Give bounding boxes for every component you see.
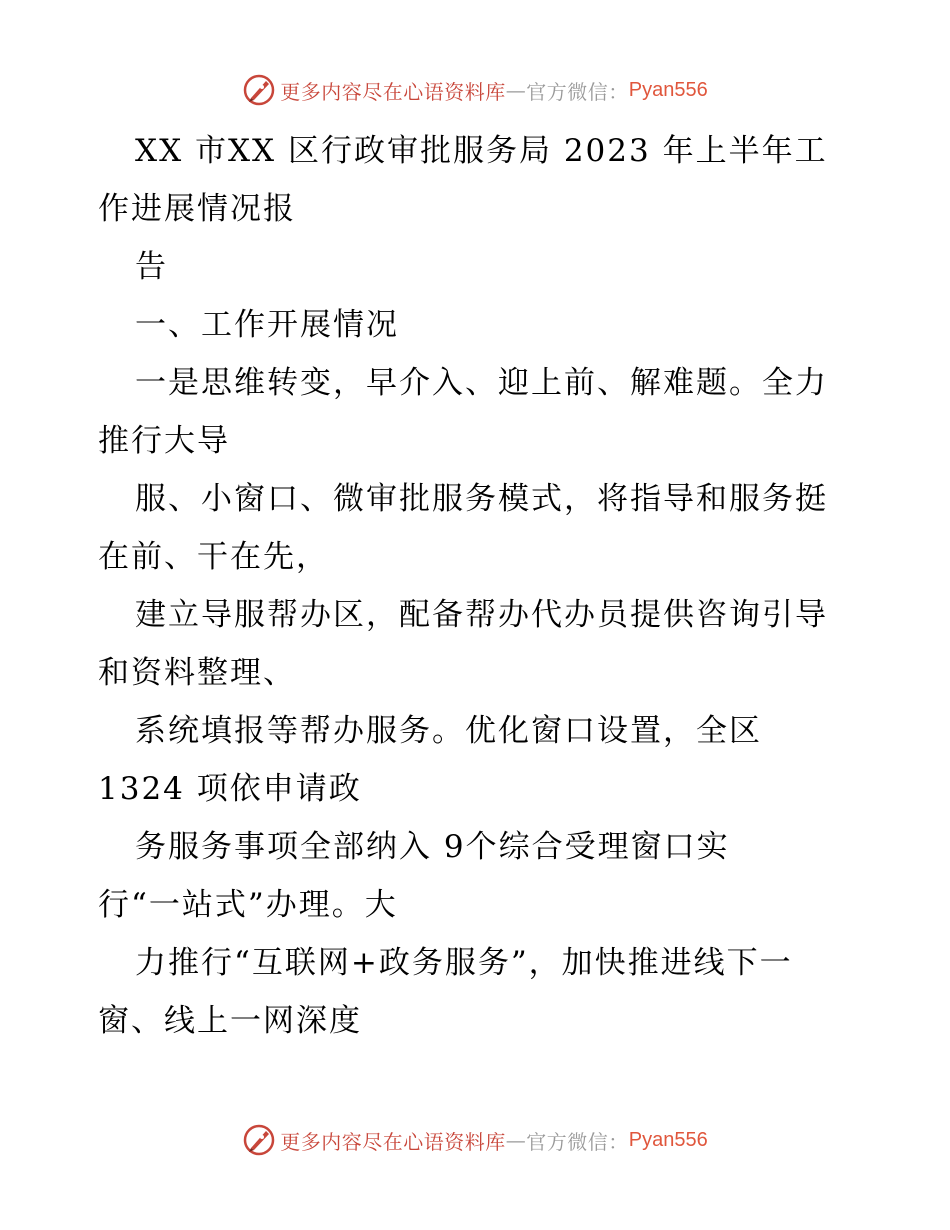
document-body	[98, 122, 858, 1050]
paragraph-line: 务服务事项全部纳入 9个综合受理窗口实	[135, 829, 730, 865]
paragraph-line: 建立导服帮办区，配备帮办代办员提供咨询引导	[135, 597, 828, 633]
paragraph-line: 窗、线上一网深度	[98, 1003, 362, 1039]
paragraph-line: 推行大导	[98, 423, 230, 459]
watermark-site-text: 更多内容尽在心语资料库	[280, 1129, 506, 1154]
doc-title-line-1: XX 市XX 区行政审批服务局 2023 年上半年工	[135, 133, 828, 169]
watermark-dash: —	[505, 1128, 527, 1152]
watermark-header	[0, 70, 950, 110]
watermark-wechat-label: 官方微信：	[526, 79, 629, 104]
paragraph-line: 系统填报等帮办服务。优化窗口设置，全区	[135, 713, 762, 749]
watermark-wechat-id: Pyan556	[628, 78, 708, 101]
doc-title-line-2: 作进展情况报	[98, 191, 296, 227]
paragraph-line: 力推行“互联网+政务服务”，加快推进线下一	[135, 945, 793, 981]
paragraph-line: 一是思维转变，早介入、迎上前、解难题。全力	[135, 365, 828, 401]
paragraph-line: 和资料整理、	[98, 655, 296, 691]
watermark-dash: —	[505, 78, 527, 102]
watermark-wechat-id: Pyan556	[628, 1128, 708, 1151]
watermark-wechat-label: 官方微信：	[526, 1129, 629, 1154]
paragraph-line: 在前、干在先，	[98, 539, 329, 575]
paragraph-line: 服、小窗口、微审批服务模式，将指导和服务挺	[135, 481, 828, 517]
section-heading: 一、工作开展情况	[135, 307, 399, 343]
quill-pen-logo-icon	[242, 1123, 276, 1157]
paragraph-line: 1324 项依申请政	[98, 771, 362, 807]
quill-pen-logo-icon	[242, 73, 276, 107]
watermark-site-text: 更多内容尽在心语资料库	[280, 79, 506, 104]
paragraph-line: 行“一站式”办理。大	[98, 887, 398, 923]
doc-title-line-3: 告	[135, 249, 168, 285]
watermark-footer	[0, 1120, 950, 1160]
